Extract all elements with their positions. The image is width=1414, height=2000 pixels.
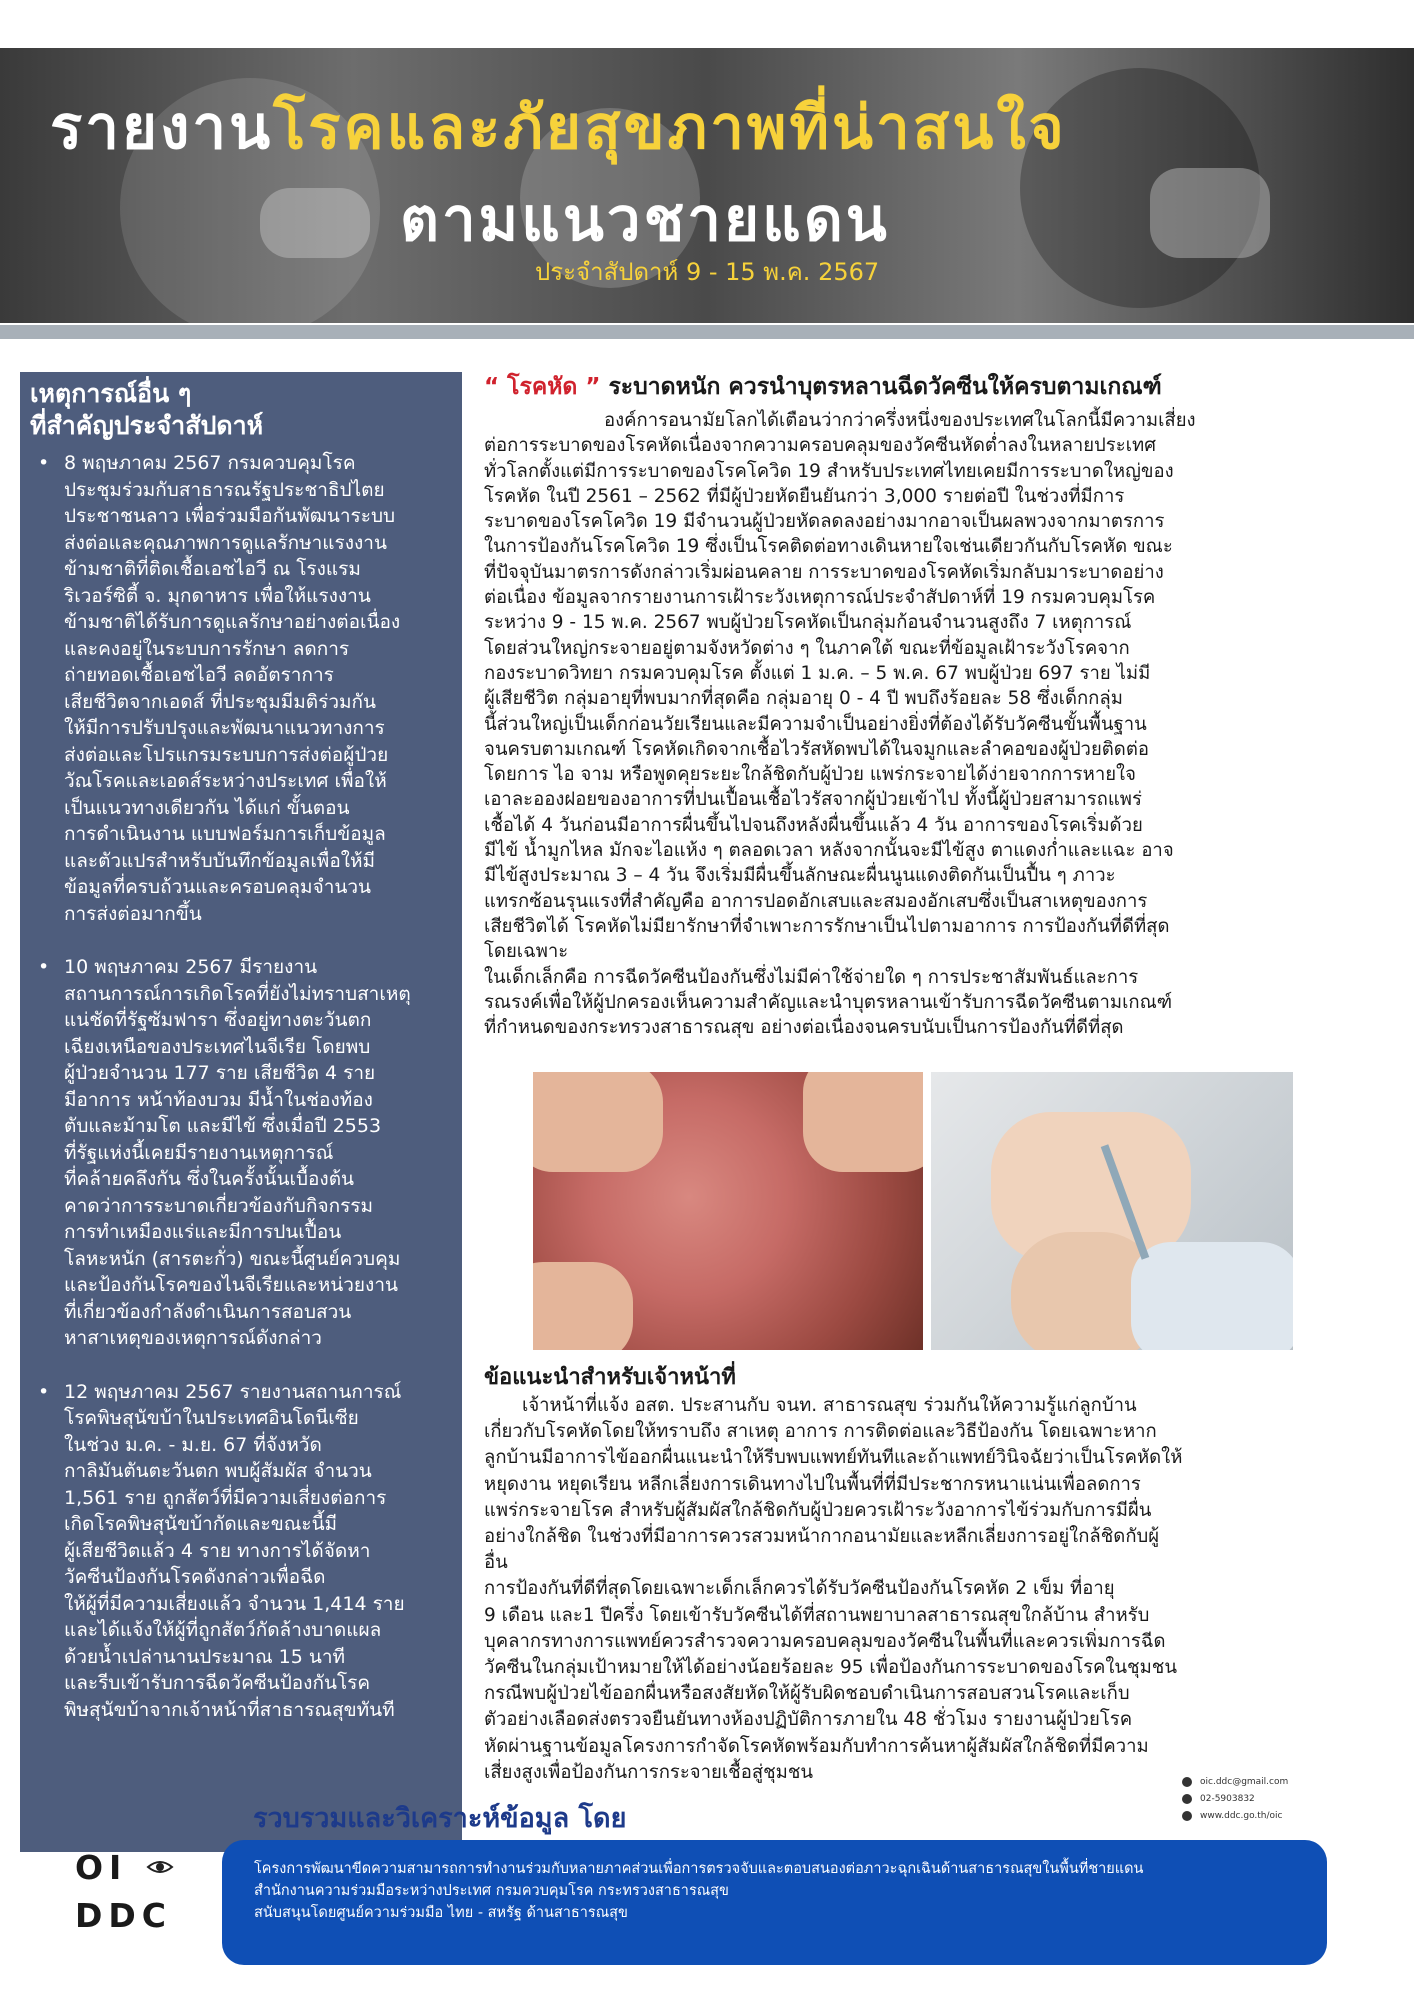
text-line: โลหะหนัก (สารตะกั่ว) ขณะนี้ศูนย์ควบคุม [64,1247,401,1270]
text-line: วัคซีนในกลุ่มเป้าหมายให้ได้อย่างน้อยร้อยละ 95 เพื่อป้องกันการระบาดของโรคในชุมชน [484,1657,1178,1679]
text-line: มีไข้สูงประมาณ 3 – 4 วัน จึงเริ่มมีผื่นขึ้นลักษณะผื่นนูนแดงติดกันเป็นปื้น ๆ ภาวะ [484,865,1116,887]
title-part1: รายงาน [50,93,274,163]
project-name: โครงการพัฒนาขีดความสามารถการทำงานร่วมกับหลายภาคส่วนเพื่อการตรวจจับและตอบสนองต่อภาวะฉุกเฉินด้านสาธารณสุขในพื้นที่ชายแดน [254,1861,1144,1877]
text-line: ประชาชนลาว เพื่อร่วมมือกันพัฒนาระบบ [64,505,396,527]
text-line: กองระบาดวิทยา กรมควบคุมโรค ตั้งแต่ 1 ม.ค. – 5 พ.ค. 67 พบผู้ป่วย 697 ราย ไม่มี [484,662,1151,684]
text-line: สถานการณ์การเกิดโรคที่ยังไม่ทราบสาเหตุ [64,982,411,1005]
text-line: บุคลากรทางการแพทย์ควรสำรวจความครอบคลุมของวัคซีนในพื้นที่และควรเพิ่มการฉีด [484,1630,1166,1652]
text-line: ส่งต่อและโปรแกรมระบบการส่งต่อผู้ป่วย [64,743,389,766]
text-line: ในเด็กเล็กคือ การฉีดวัคซีนป้องกันซึ่งไม่มีค่าใช้จ่ายใด ๆ การประชาสัมพันธ์และการ [484,966,1139,988]
text-line: หาสาเหตุของเหตุการณ์ดังกล่าว [64,1327,322,1349]
hand-shape [533,1072,663,1172]
text-line: มีไข้ น้ำมูกไหล มักจะไอแห้ง ๆ ตลอดเวลา หลังจากนั้นจะมีไข้สูง ตาแดงก่ำและแฉะ อาจ [484,840,1174,862]
text-line: มีอาการ หน้าท้องบวม มีน้ำในช่องท้อง [64,1088,373,1111]
advice-body [484,1393,1374,1786]
support-text: สนับสนุนโดยศูนย์ความร่วมมือ ไทย - สหรัฐ ด้านสาธารณสุข [254,1905,628,1921]
article-body [484,408,1374,1040]
vaccination-photo [931,1072,1293,1350]
text-line: เอาละอองฝอยของอาการที่ปนเปื้อนเชื้อไวรัสจากผู้ป่วยเข้าไป ทั้งนี้ผู้ป่วยสามารถแพร่ [484,789,1142,811]
bullet-icon: • [38,956,50,978]
text-line: 12 พฤษภาคม 2567 รายงานสถานการณ์ [64,1380,402,1403]
bullet-icon: • [38,452,50,474]
logo-text-ddc: DDC [75,1896,173,1935]
text-line: และคงอยู่ในระบบการรักษา ลดการ [64,637,350,660]
text-line: เสียชีวิตจากเอดส์ ที่ประชุมมีมติร่วมกัน [64,690,377,713]
text-line: ให้มีการปรับปรุงและพัฒนาแนวทางการ [64,717,385,739]
text-line: ต่อการระบาดของโรคหัดเนื่องจากความครอบคลุมของวัคซีนหัดต่ำลงในหลายประเทศ [484,435,1156,457]
event-item [30,450,452,927]
text-line: ที่กำหนดของกระทรวงสาธารณสุข อย่างต่อเนื่องจนครบนับเป็นการป้องกันที่ดีที่สุด [484,1017,1124,1039]
text-line: เกี่ยวกับโรคหัดโดยให้ทราบถึง สาเหตุ อาการ การติดต่อและวิธีป้องกัน โดยเฉพาะหาก [484,1421,1157,1443]
globe-icon [1182,1811,1192,1821]
text-line: ตัวอย่างเลือดส่งตรวจยืนยันทางห้องปฏิบัติการภายใน 48 ชั่วโมง รายงานผู้ป่วยโรค [484,1709,1133,1731]
text-line: โดยเฉพาะ [484,941,569,963]
banner-mask-shape [260,188,370,258]
text-line: เชื้อได้ 4 วันก่อนมีอาการผื่นขึ้นไปจนถึงหลังผื่นขึ้นแล้ว 4 วัน อาการของโรคเริ่มด้วย [484,814,1143,836]
measles-rash-photo [533,1072,923,1350]
text-line: จนครบตามเกณฑ์ โรคหัดเกิดจากเชื้อไวรัสหัดพบได้ในจมูกและลำคอของผู้ป่วยติดต่อ [484,738,1149,760]
article-title [484,372,1374,402]
report-week: ประจำสัปดาห์ 9 - 15 พ.ค. 2567 [535,258,880,286]
text-line: ตับและม้ามโต และมีไข้ ซึ่งเมื่อปี 2553 [64,1115,382,1137]
contact-phone: 02-5903832 [1200,1794,1255,1804]
text-line: กรณีพบผู้ป่วยไข้ออกผื่นหรือสงสัยหัดให้ผู้รับผิดชอบดำเนินการสอบสวนโรคและเก็บ [484,1683,1130,1705]
text-line: ให้ผู้ที่มีความเสี่ยงแล้ว จำนวน 1,414 ราย [64,1592,405,1615]
text-line: ทั่วโลกตั้งแต่มีการระบาดของโรคโควิด 19 สำหรับประเทศไทยเคยมีการระบาดใหญ่ของ [484,460,1174,482]
text-line: แพร่กระจายโรค สำหรับผู้สัมผัสใกล้ชิดกับผู้ป่วยควรเฝ้าระวังอาการไข้ร่วมกับการมีผื่น [484,1499,1152,1521]
text-line: ที่เกี่ยวข้องกำลังดำเนินการสอบสวน [64,1300,352,1323]
text-line: ริเวอร์ซิตี้ จ. มุกดาหาร เพื่อให้แรงงาน [64,584,371,607]
page-title [50,80,1067,175]
text-line: เจ้าหน้าที่แจ้ง อสต. ประสานกับ จนท. สาธารณสุข ร่วมกันให้ความรู้แก่ลูกบ้าน [522,1395,1137,1416]
text-line: โดยการ ไอ จาม หรือพูดคุยระยะใกล้ชิดกับผู้ป่วย แพร่กระจายได้ง่ายจากการหายใจ [484,764,1136,786]
text-line: ที่รัฐแห่งนี้เคยมีรายงานเหตุการณ์ [64,1141,334,1164]
text-line: ข้ามชาติได้รับการดูแลรักษาอย่างต่อเนื่อง [64,611,401,633]
text-line: และตัวแปรสำหรับบันทึกข้อมูลเพื่อให้มี [64,849,376,872]
text-line: 8 พฤษภาคม 2567 กรมควบคุมโรค [64,452,356,474]
text-line: หัดผ่านฐานข้อมูลโครงการกำจัดโรคหัดพร้อมกับทำการค้นหาผู้สัมผัสใกล้ชิดที่มีความ [484,1735,1149,1757]
page-title-line2: ตามแนวชายแดน [400,185,890,255]
text-line: รณรงค์เพื่อให้ผู้ปกครองเห็นความสำคัญและนำบุตรหลานเข้ารับการฉีดวัคซีนตามเกณฑ์ [484,991,1173,1013]
text-line: เฉียงเหนือของประเทศไนจีเรีย โดยพบ [64,1035,371,1058]
text-line: คาดว่าการระบาดเกี่ยวข้องกับกิจกรรม [64,1194,374,1217]
advice-paragraph [484,1393,1374,1576]
glove-shape [1131,1242,1293,1350]
eye-icon [146,1856,174,1878]
text-line: โรคพิษสุนัขบ้าในประเทศอินโดนีเซีย [64,1407,359,1429]
text-line: วัคซีนป้องกันโรคดังกล่าวเพื่อฉีด [64,1566,326,1588]
text-line: 9 เดือน และ1 ปีครึ่ง โดยเข้ารับวัคซีนได้ที่สถานพยาบาลสาธารณสุขใกล้บ้าน สำหรับ [484,1604,1150,1626]
article-title-keyword: “ โรคหัด ” [484,374,601,400]
text-line: ผู้เสียชีวิตแล้ว 4 ราย ทางการได้จัดหา [64,1539,371,1562]
email-icon [1182,1777,1192,1787]
oic-ddc-logo [70,1848,180,1948]
article-title-text: ระบาดหนัก ควรนำบุตรหลานฉีดวัคซีนให้ครบตามเกณฑ์ [600,374,1162,400]
contact-info [1182,1774,1288,1825]
article-paragraph [484,408,1374,965]
text-line: การป้องกันที่ดีที่สุดโดยเฉพาะเด็กเล็กควรได้รับวัคซีนป้องกันโรคหัด 2 เข็ม ที่อายุ [484,1578,1115,1600]
text-line: การดำเนินงาน แบบฟอร์มการเก็บข้อมูล [64,823,386,845]
text-line: ระบาดของโรคโควิด 19 มีจำนวนผู้ป่วยหัดลดลงอย่างมากอาจเป็นผลพวงจากมาตรการ [484,511,1165,533]
text-line: และรีบเข้ารับการฉีดวัคซีนป้องกันโรค [64,1672,371,1694]
text-line: การส่งต่อมากขึ้น [64,902,202,925]
advice-paragraph [484,1576,1374,1786]
text-line: โรคหัด ในปี 2561 – 2562 ที่มีผู้ป่วยหัดยืนยันกว่า 3,000 รายต่อปี ในช่วงที่มีการ [484,485,1125,507]
article-paragraph [484,965,1374,1041]
text-line: ที่คล้ายคลึงกัน ซึ่งในครั้งนั้นเบื้องต้น [64,1168,355,1190]
text-line: พิษสุนัขบ้าจากเจ้าหน้าที่สาธารณสุขทันที [64,1698,395,1721]
text-line: อย่างใกล้ชิด ในช่วงที่มีอาการควรสวมหน้ากากอนามัยและหลีกเลี่ยงการอยู่ใกล้ชิดกับผู้ [484,1526,1160,1548]
event-item [30,954,452,1352]
contact-email[interactable]: oic.ddc@gmail.com [1200,1777,1289,1787]
text-line: หยุดงาน หยุดเรียน หลีกเลี่ยงการเดินทางไปในพื้นที่ที่มีประชากรหนาแน่นเพื่อลดการ [484,1473,1141,1495]
text-line: อื่น [484,1552,508,1574]
text-line: ถ่ายทอดเชื้อเอชไอวี ลดอัตราการ [64,664,334,686]
sidebar-list [30,450,452,1723]
sidebar-heading: เหตุการณ์อื่น ๆ ที่สำคัญประจำสัปดาห์ [30,379,264,440]
hand-shape [533,1262,633,1350]
sidebar-other-events [20,372,462,1852]
text-line: องค์การอนามัยโลกได้เตือนว่ากว่าครึ่งหนึ่งของประเทศในโลกนี้มีความเสี่ยง [604,410,1196,431]
title-part2: โรคและภัยสุขภาพที่น่าสนใจ [273,93,1067,163]
advice-section [484,1363,1374,1786]
phone-icon [1182,1794,1192,1804]
text-line: แทรกซ้อนรุนแรงที่สำคัญคือ อาการปอดอักเสบและสมองอักเสบซึ่งเป็นสาเหตุของการ [484,890,1148,912]
text-line: ในการป้องกันโรคโควิด 19 ซึ่งเป็นโรคติดต่อทางเดินหายใจเช่นเดียวกันกับโรคหัด ขณะ [484,536,1173,558]
text-line: ผู้เสียชีวิต กลุ่มอายุที่พบมากที่สุดคือ กลุ่มอายุ 0 - 4 ปี พบถึงร้อยละ 58 ซึ่งเด็กกลุ่ม [484,688,1123,710]
text-line: ข้ามชาติที่ติดเชื้อเอชไอวี ณ โรงแรม [64,558,361,580]
text-line: ที่ปัจจุบันมาตรการดังกล่าวเริ่มผ่อนคลาย การระบาดของโรคหัดเริ่มกลับมาระบาดอย่าง [484,561,1164,583]
project-info-box [222,1840,1327,1965]
bullet-icon: • [38,1380,50,1403]
text-line: 1,561 ราย ถูกสัตว์ที่มีความเสี่ยงต่อการ [64,1486,387,1509]
text-line: ส่งต่อและคุณภาพการดูแลรักษาแรงงาน [64,531,387,554]
event-item [30,1379,452,1724]
text-line: ผู้ป่วยจำนวน 177 ราย เสียชีวิต 4 ราย [64,1062,376,1084]
text-line: การทำเหมืองแร่และมีการปนเปื้อน [64,1221,342,1243]
advice-heading: ข้อแนะนำสำหรับเจ้าหน้าที่ [484,1365,736,1390]
divider [0,325,1414,339]
text-line: เกิดโรคพิษสุนัขบ้ากัดและขณะนี้มี [64,1513,338,1535]
text-line: เสี่ยงสูงเพื่อป้องกันการกระจายเชื้อสู่ชุมชน [484,1761,814,1783]
text-line: โดยส่วนใหญ่กระจายอยู่ตามจังหวัดต่าง ๆ ในภาคใต้ ขณะที่ข้อมูลเฝ้าระวังโรคจาก [484,637,1130,659]
text-line: ข้อมูลที่ครบถ้วนและครอบคลุมจำนวน [64,876,372,898]
text-line: ลูกบ้านมีอาการไข้ออกผื่นแนะนำให้รีบพบแพทย์ทันทีและถ้าแพทย์วินิจฉัยว่าเป็นโรคหัดให้ [484,1447,1183,1469]
text-line: เป็นแนวทางเดียวกัน ได้แก่ ขั้นตอน [64,796,350,819]
main-article [484,372,1374,1040]
text-line: และได้แจ้งให้ผู้ที่ถูกสัตว์กัดล้างบาดแผล [64,1619,382,1641]
hand-shape [803,1072,923,1172]
text-line: นี้ส่วนใหญ่เป็นเด็กก่อนวัยเรียนและมีความจำเป็นอย่างยิ่งที่ต้องได้รับวัคซีนขั้นพื้นฐาน [484,713,1147,735]
text-line: ประชุมร่วมกับสาธารณรัฐประชาธิปไตย [64,478,385,501]
text-line: วัณโรคและเอดส์ระหว่างประเทศ เพื่อให้ [64,770,387,792]
text-line: เสียชีวิตได้ โรคหัดไม่มียารักษาที่จำเพาะการรักษาเป็นไปตามอาการ การป้องกันที่ดีที่สุด [484,915,1170,937]
text-line: กาลิมันตันตะวันตก พบผู้สัมผัส จำนวน [64,1460,372,1482]
office-name: สำนักงานความร่วมมือระหว่างประเทศ กรมควบคุมโรค กระทรวงสาธารณสุข [254,1883,729,1899]
text-line: ระหว่าง 9 - 15 พ.ค. 2567 พบผู้ป่วยโรคหัดเป็นกลุ่มก้อนจำนวนสูงถึง 7 เหตุการณ์ [484,612,1132,634]
contact-website[interactable]: www.ddc.go.th/oic [1200,1811,1283,1821]
text-line: ด้วยน้ำเปล่านานประมาณ 15 นาที [64,1645,346,1668]
collected-by-label: รวบรวมและวิเคราะห์ข้อมูล โดย [253,1803,627,1834]
text-line: และป้องกันโรคของไนจีเรียและหน่วยงาน [64,1274,398,1296]
text-line: แน่ชัดที่รัฐซัมฟารา ซึ่งอยู่ทางตะวันตก [64,1009,372,1031]
text-line: ในช่วง ม.ค. - ม.ย. 67 ที่จังหวัด [64,1433,322,1456]
text-line: ต่อเนื่อง ข้อมูลจากรายงานการเฝ้าระวังเหตุการณ์ประจำสัปดาห์ที่ 19 กรมควบคุมโรค [484,587,1156,609]
banner-mask-shape [1150,168,1270,258]
text-line: 10 พฤษภาคม 2567 มีรายงาน [64,956,318,978]
logo-text-oi: OI [75,1848,128,1887]
